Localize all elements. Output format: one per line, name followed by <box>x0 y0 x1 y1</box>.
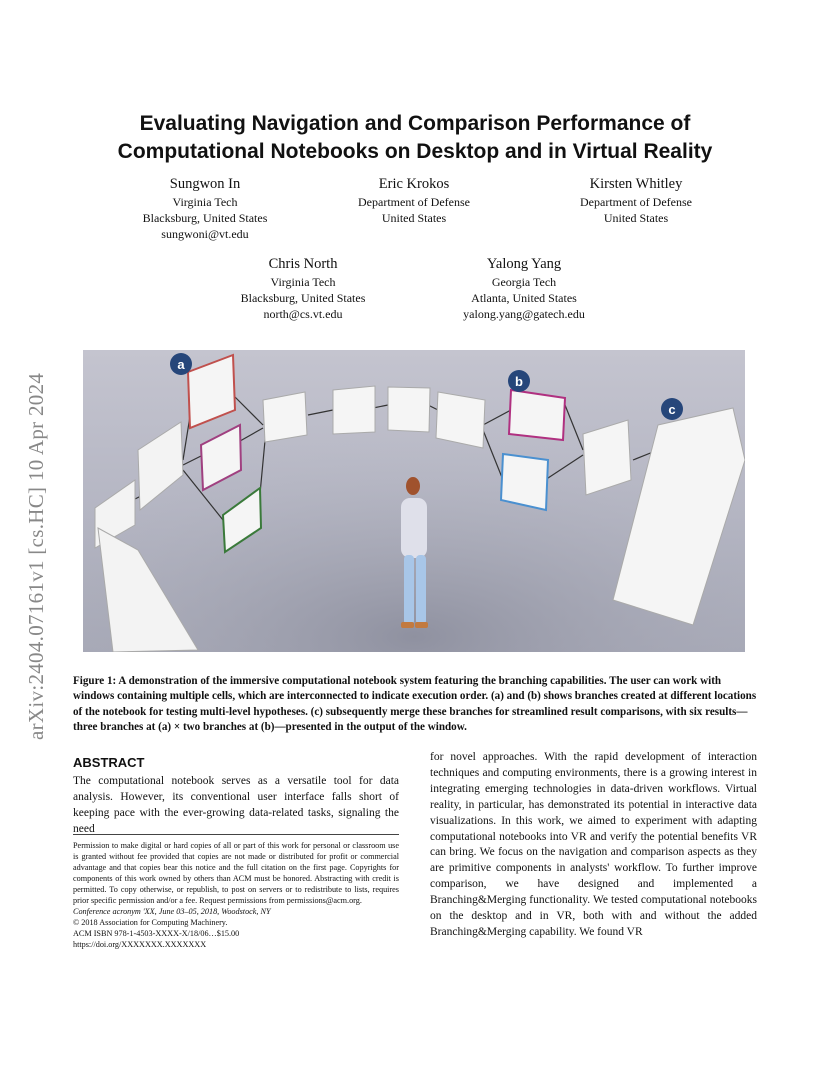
figure-caption: Figure 1: A demonstration of the immersive computational notebook system featuring the branching capabilities. The user can work with windows containing multiple cells, which are interconnected to indicate execution order. (a) and (b) shows branches created at different locations of the notebook for testing multi-level hypotheses. (c) subsequently merge these branches for streamlined result comparisons, with six results—three branches at (a) × two branches at (b)—presented in the output of the window. <box>73 675 757 734</box>
author-affiliation: Georgia Tech <box>491 275 557 289</box>
author-block <box>304 175 524 226</box>
arxiv-identifier: arXiv:2404.07161v1 [cs.HC] 10 Apr 2024 <box>24 372 48 740</box>
author-location: Atlanta, United States <box>471 291 577 305</box>
author-name: Yalong Yang <box>486 256 562 272</box>
author-location: United States <box>381 211 447 225</box>
author-affiliation: Virginia Tech <box>172 195 238 209</box>
author-block <box>414 255 634 322</box>
badge-a-label: a <box>177 357 185 372</box>
footnote <box>73 840 399 950</box>
author-location: Blacksburg, United States <box>142 211 268 225</box>
author-email[interactable]: yalong.yang@gatech.edu <box>463 307 585 321</box>
author-name: Eric Krokos <box>378 176 450 192</box>
author-name: Sungwon In <box>169 176 241 192</box>
permission-notice: Permission to make digital or hard copies of all or part of this work for personal or classroom use is granted without fee provided that copies are not made or distributed for profit or commercial advantage and that copies bear this notice and the full citation on the first page. Copyrights for components of this work owned by others than ACM must be honored. Abstracting with credit is permitted. To copy otherwise, or republish, to post on servers or to redistribute to lists, requires prior specific permission and/or a fee. Request permissions from permissions@acm.org. <box>73 841 399 905</box>
author-email[interactable]: sungwoni@vt.edu <box>161 227 249 241</box>
copyright-line: © 2018 Association for Computing Machinery. <box>73 918 228 927</box>
footnote-rule <box>73 834 399 835</box>
author-affiliation: Department of Defense <box>358 195 470 209</box>
title-line-1: Evaluating Navigation and Comparison Performance of <box>139 112 691 135</box>
author-block <box>95 175 315 242</box>
author-affiliation: Virginia Tech <box>270 275 336 289</box>
conference-line: Conference acronym 'XX, June 03–05, 2018, Woodstock, NY <box>73 907 271 916</box>
isbn-line: ACM ISBN 978-1-4503-XXXX-X/18/06…$15.00 <box>73 929 240 938</box>
author-block <box>526 175 746 226</box>
author-name: Chris North <box>268 256 338 272</box>
author-email[interactable]: north@cs.vt.edu <box>263 307 343 321</box>
abstract-text-col1: The computational notebook serves as a versatile tool for data analysis. However, its conventional user interface falls short of keeping pace with the ever-growing data-related tasks, signaling the need <box>73 775 399 835</box>
doi-link[interactable]: https://doi.org/XXXXXXX.XXXXXXX <box>73 940 207 949</box>
vr-notebook-illustration <box>83 350 745 652</box>
author-block <box>193 255 413 322</box>
teaser-figure <box>83 350 745 652</box>
badge-a <box>170 353 192 375</box>
author-location: Blacksburg, United States <box>240 291 366 305</box>
badge-c-label: c <box>668 402 676 417</box>
title-line-2: Computational Notebooks on Desktop and in Virtual Reality <box>117 140 713 163</box>
abstract-heading: ABSTRACT <box>73 755 145 770</box>
badge-b <box>508 370 530 392</box>
author-affiliation: Department of Defense <box>580 195 692 209</box>
abstract-text-col2: for novel approaches. With the rapid development of interaction techniques and computing environments, there is a growing interest in integrating emerging technologies in data-driven workflows. Virtual reality, in particular, has demonstrated its potential in interactive data visualizations. In this work, we aimed to experiment with adapting computational notebooks into VR and verify the potential benefits VR can bring. We focus on the navigation and comparison aspects as they are primitive components in analysts' workflow. To further improve comparison, we have designed and implemented a Branching&Merging functionality. We tested computational notebooks on the desktop and in VR, both with and without the added Branching&Merging capability. We found VR <box>430 751 757 938</box>
badge-c <box>661 398 683 420</box>
author-location: United States <box>603 211 669 225</box>
paper-title <box>60 110 770 166</box>
badge-b-label: b <box>515 374 523 389</box>
author-name: Kirsten Whitley <box>589 176 683 192</box>
